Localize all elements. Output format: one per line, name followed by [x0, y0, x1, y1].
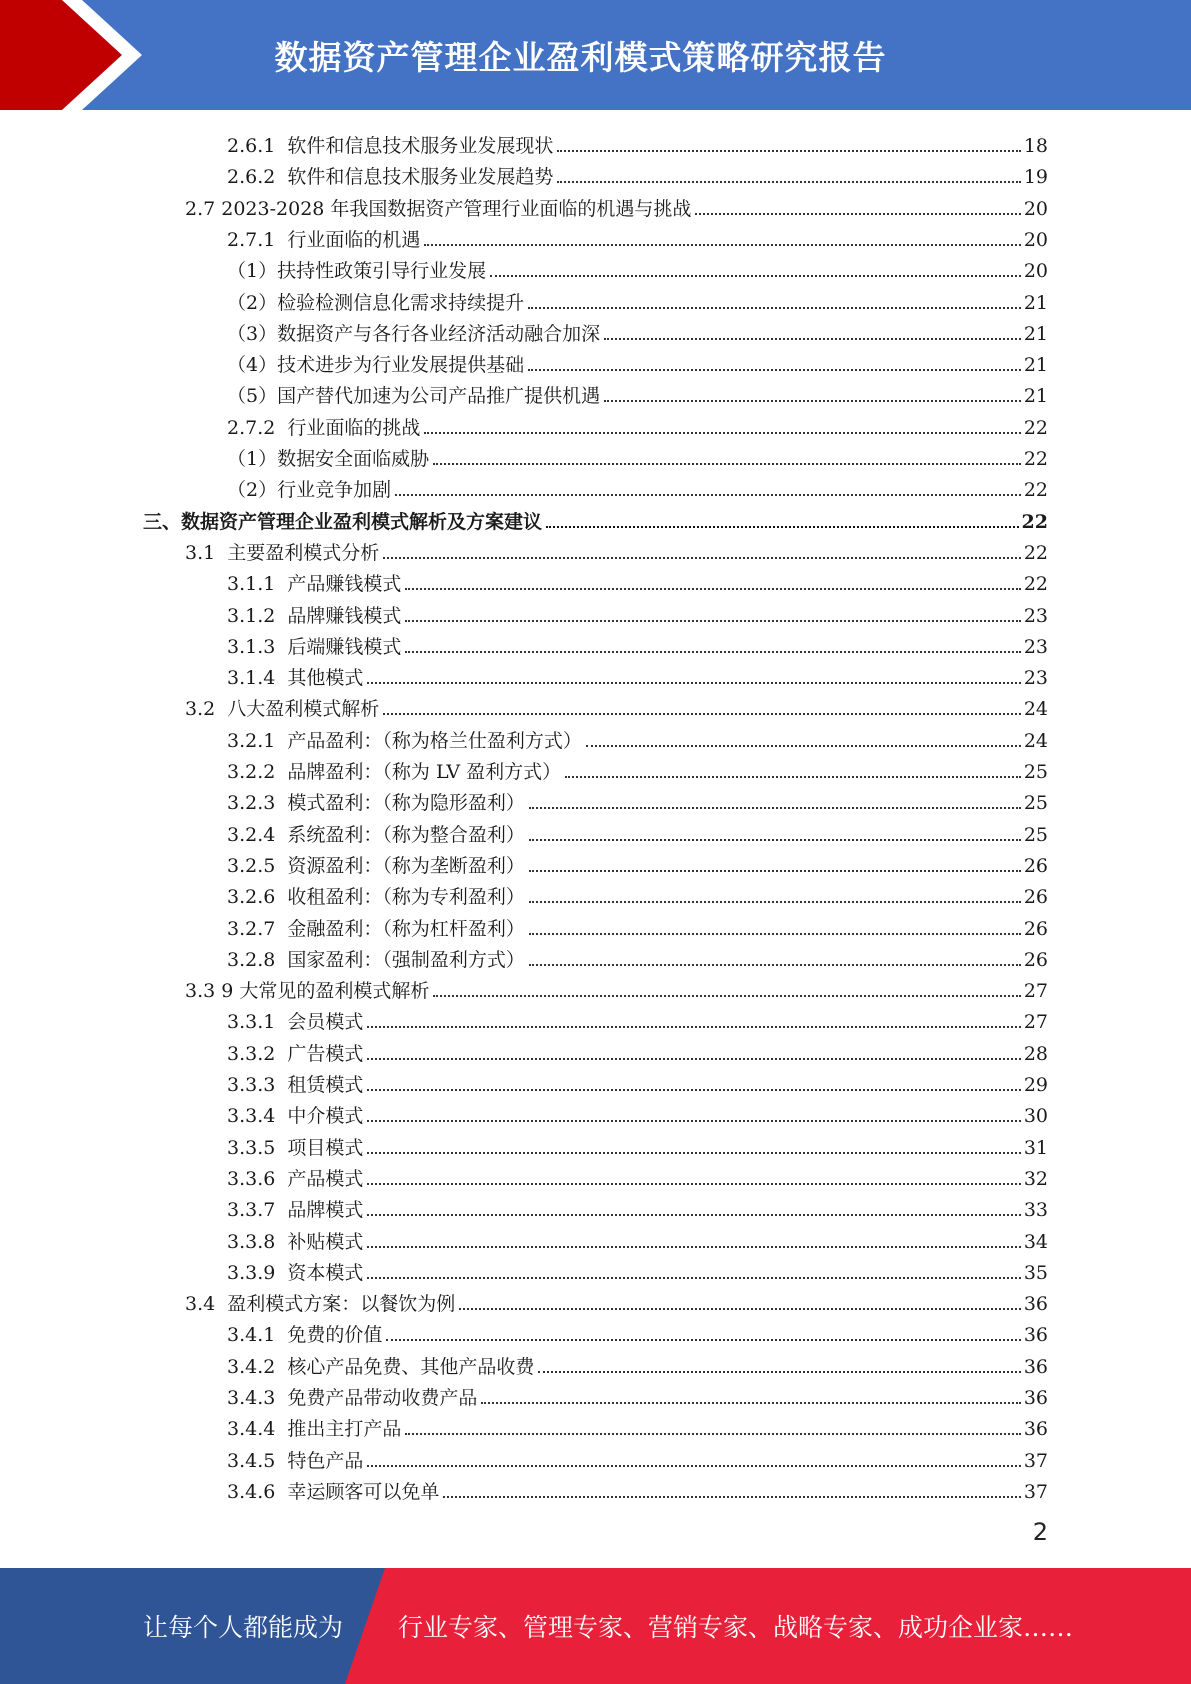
toc-entry-page: 36 — [1023, 1387, 1048, 1409]
toc-entry[interactable] — [227, 722, 1048, 753]
toc-entry-page: 21 — [1023, 322, 1048, 345]
toc-entry[interactable] — [185, 1285, 1048, 1316]
toc-entry[interactable] — [227, 127, 1048, 158]
toc-dot-leader — [529, 932, 1021, 935]
toc-entry[interactable] — [227, 941, 1048, 972]
toc-entry-title: 2.7.1 行业面临的机遇 — [227, 228, 421, 251]
toc-entry-page: 25 — [1023, 823, 1048, 846]
toc-entry-title: （4）技术进步为行业发展提供基础 — [227, 354, 525, 377]
toc-entry-page: 25 — [1023, 792, 1048, 815]
toc-entry-title: （5）国产替代加速为公司产品推广提供机遇 — [227, 385, 601, 408]
toc-dot-leader — [529, 900, 1021, 903]
toc-entry-page: 21 — [1023, 354, 1048, 377]
toc-entry[interactable] — [227, 565, 1048, 596]
toc-entry-title: 3.3.2 广告模式 — [227, 1042, 364, 1065]
toc-entry[interactable] — [227, 1254, 1048, 1285]
toc-entry[interactable] — [227, 377, 1048, 408]
toc-entry-page: 22 — [1023, 448, 1048, 470]
toc-entry-title: 3.3.8 补贴模式 — [227, 1230, 364, 1253]
toc-entry-title: 3.2 八大盈利模式解析 — [185, 698, 380, 721]
toc-dot-leader — [367, 1151, 1020, 1154]
toc-entry-page: 29 — [1023, 1074, 1048, 1096]
toc-entry-title: 3.4 盈利模式方案：以餐饮为例 — [185, 1293, 456, 1316]
header-banner — [0, 0, 1191, 110]
toc-entry-title: （3）数据资产与各行各业经济活动融合加深 — [227, 322, 601, 345]
toc-entry[interactable] — [227, 1160, 1048, 1191]
toc-entry-title: 3.3.9 资本模式 — [227, 1261, 364, 1284]
toc-entry-title: 3.3.4 中介模式 — [227, 1105, 364, 1128]
toc-entry[interactable] — [185, 972, 1048, 1003]
toc-entry-page: 23 — [1023, 667, 1048, 690]
toc-dot-leader — [367, 1119, 1020, 1122]
toc-entry[interactable] — [227, 315, 1048, 346]
toc-entry-page: 20 — [1023, 197, 1048, 220]
toc-dot-leader — [528, 306, 1021, 309]
toc-entry-page: 32 — [1023, 1167, 1048, 1190]
toc-entry-title: 2.7 2023-2028 年我国数据资产管理行业面临的机遇与挑战 — [185, 197, 692, 220]
toc-entry-title: 3.3.3 租赁模式 — [227, 1074, 364, 1096]
toc-entry-page: 36 — [1023, 1418, 1048, 1441]
toc-dot-leader — [367, 1245, 1020, 1248]
toc-entry-title: （2）检验检测信息化需求持续提升 — [227, 291, 525, 314]
toc-entry-page: 36 — [1023, 1293, 1048, 1316]
toc-entry[interactable] — [227, 597, 1048, 628]
toc-dot-leader — [367, 681, 1020, 684]
toc-entry-page: 34 — [1023, 1230, 1048, 1253]
toc-entry-page: 31 — [1023, 1136, 1048, 1159]
toc-dot-leader — [405, 587, 1020, 590]
toc-entry-title: 3.2.8 国家盈利：（强制盈利方式） — [227, 948, 525, 971]
toc-entry[interactable] — [227, 784, 1048, 815]
footer-slogan-left: 让每个人都能成为 — [143, 1613, 344, 1642]
toc-dot-leader — [695, 212, 1020, 215]
toc-dot-leader — [367, 1182, 1020, 1185]
toc-dot-leader — [383, 712, 1021, 715]
toc-entry[interactable] — [185, 190, 1048, 221]
toc-entry-title: 三、数据资产管理企业盈利模式解析及方案建议 — [143, 510, 543, 533]
toc-entry-title: （2）行业竞争加剧 — [227, 479, 392, 502]
toc-dot-leader — [529, 869, 1021, 872]
toc-entry-title: 3.2.4 系统盈利：（称为整合盈利） — [227, 823, 525, 846]
toc-entry-page: 22 — [1023, 573, 1048, 596]
toc-dot-leader — [367, 1057, 1020, 1060]
toc-dot-leader — [386, 1338, 1020, 1341]
toc-dot-leader — [604, 337, 1021, 340]
toc-entry-page: 21 — [1023, 385, 1048, 408]
toc-entry[interactable] — [227, 1316, 1048, 1347]
toc-entry-title: 3.3 9 大常见的盈利模式解析 — [185, 980, 430, 1003]
toc-entry-page: 27 — [1023, 1011, 1048, 1034]
toc-dot-leader — [557, 149, 1020, 152]
toc-entry-page: 37 — [1023, 1449, 1048, 1472]
toc-entry[interactable] — [227, 1223, 1048, 1254]
toc-entry[interactable] — [185, 534, 1048, 565]
toc-dot-leader — [529, 806, 1021, 809]
toc-dot-leader — [395, 493, 1021, 496]
toc-dot-leader — [367, 1025, 1020, 1028]
footer-slogan-right: 行业专家、管理专家、营销专家、战略专家、成功企业家…… — [398, 1613, 1074, 1642]
toc-dot-leader — [424, 431, 1020, 434]
toc-entry[interactable] — [227, 158, 1048, 189]
toc-entry-page: 26 — [1023, 917, 1048, 940]
toc-entry-title: 3.3.7 品牌模式 — [227, 1199, 364, 1222]
toc-entry-page: 18 — [1023, 135, 1048, 157]
toc-dot-leader — [405, 619, 1020, 622]
toc-entry[interactable] — [227, 1191, 1048, 1222]
toc-entry-page: 26 — [1023, 854, 1048, 877]
toc-entry-page: 28 — [1023, 1042, 1048, 1065]
toc-entry-title: 3.2.6 收租盈利：（称为专利盈利） — [227, 886, 525, 909]
toc-entry-page: 36 — [1023, 1324, 1048, 1347]
toc-entry-title: 3.2.3 模式盈利：（称为隐形盈利） — [227, 792, 525, 815]
toc-entry-page: 23 — [1023, 635, 1048, 658]
toc-entry-title: 3.1.1 产品赚钱模式 — [227, 573, 402, 596]
toc-entry-page: 22 — [1023, 479, 1048, 502]
toc-entry[interactable] — [227, 1379, 1048, 1410]
toc-dot-leader — [405, 1432, 1020, 1435]
toc-entry-title: 3.4.6 幸运顾客可以免单 — [227, 1480, 440, 1503]
toc-entry-title: 3.3.5 项目模式 — [227, 1136, 364, 1159]
toc-entry[interactable] — [227, 1097, 1048, 1128]
page-number: 2 — [1032, 1518, 1048, 1546]
toc-entry-page: 33 — [1023, 1199, 1048, 1222]
toc-entry-title: 3.3.6 产品模式 — [227, 1167, 364, 1190]
toc-entry[interactable] — [227, 409, 1048, 440]
toc-entry-page: 19 — [1023, 166, 1048, 189]
toc-entry[interactable] — [227, 221, 1048, 252]
toc-entry-title: 3.2.1 产品盈利：（称为格兰仕盈利方式） — [227, 729, 582, 752]
toc-entry-title: 3.1 主要盈利模式分析 — [185, 541, 380, 564]
toc-dot-leader — [481, 1401, 1020, 1404]
toc-entry[interactable] — [227, 847, 1048, 878]
toc-entry-page: 37 — [1023, 1480, 1048, 1503]
toc-entry-page: 24 — [1023, 729, 1048, 752]
toc-entry-page: 26 — [1023, 948, 1048, 971]
toc-entry-title: 3.2.5 资源盈利：（称为垄断盈利） — [227, 854, 525, 877]
toc-entry-page: 24 — [1023, 698, 1048, 721]
toc-entry-page: 21 — [1023, 291, 1048, 314]
toc-entry-title: 3.4.2 核心产品免费、其他产品收费 — [227, 1355, 535, 1378]
toc-entry[interactable] — [227, 1410, 1048, 1441]
toc-entry-page: 22 — [1023, 541, 1048, 564]
toc-entry-page: 22 — [1021, 510, 1048, 533]
toc-dot-leader — [529, 838, 1021, 841]
header-title-text: 数据资产管理企业盈利模式策略研究报告 — [274, 37, 887, 77]
toc-entry-title: 3.1.2 品牌赚钱模式 — [227, 604, 402, 627]
toc-entry-title: 3.1.3 后端赚钱模式 — [227, 635, 402, 658]
toc-entry-title: 3.4.3 免费产品带动收费产品 — [227, 1387, 478, 1409]
toc-entry-page: 23 — [1023, 604, 1048, 627]
toc-dot-leader — [443, 1495, 1020, 1498]
toc-dot-leader — [424, 243, 1020, 246]
toc-dot-leader — [459, 1307, 1021, 1310]
toc-entry-title: 2.7.2 行业面临的挑战 — [227, 416, 421, 439]
toc-dot-leader — [529, 963, 1021, 966]
toc-dot-leader — [383, 556, 1021, 559]
toc-dot-leader — [538, 1370, 1020, 1373]
toc-dot-leader — [490, 274, 1021, 277]
toc-entry-page: 30 — [1023, 1105, 1048, 1128]
toc-entry[interactable] — [227, 628, 1048, 659]
toc-dot-leader — [405, 650, 1020, 653]
toc-entry-page: 27 — [1023, 980, 1048, 1003]
toc-dot-leader — [565, 775, 1021, 778]
toc-dot-leader — [604, 399, 1021, 402]
toc-entry[interactable] — [227, 753, 1048, 784]
toc-entry[interactable] — [227, 284, 1048, 315]
toc-dot-leader — [557, 180, 1020, 183]
toc-dot-leader — [433, 994, 1020, 997]
toc-entry[interactable] — [227, 471, 1048, 502]
toc-entry[interactable] — [143, 503, 1048, 534]
toc-entry-page: 25 — [1023, 761, 1048, 783]
toc-dot-leader — [528, 368, 1021, 371]
toc-entry-title: 3.4.4 推出主打产品 — [227, 1418, 402, 1441]
toc-entry-title: 2.6.1 软件和信息技术服务业发展现状 — [227, 135, 554, 157]
toc-dot-leader — [367, 1213, 1020, 1216]
toc-entry[interactable] — [227, 1003, 1048, 1034]
toc-entry-page: 35 — [1023, 1261, 1048, 1284]
toc-entry-page: 26 — [1023, 886, 1048, 909]
toc-entry-title: （1）扶持性政策引导行业发展 — [227, 260, 487, 283]
toc-entry[interactable] — [227, 1442, 1048, 1473]
toc-dot-leader — [367, 1276, 1020, 1279]
toc-entry-page: 20 — [1023, 260, 1048, 283]
toc-entry[interactable] — [227, 659, 1048, 690]
toc-entry[interactable] — [227, 910, 1048, 941]
toc-entry[interactable] — [227, 252, 1048, 283]
toc-entry[interactable] — [227, 1035, 1048, 1066]
toc-entry-title: 3.2.7 金融盈利：（称为杠杆盈利） — [227, 917, 525, 940]
toc-entry[interactable] — [227, 346, 1048, 377]
toc-entry-title: 3.2.2 品牌盈利：（称为 LV 盈利方式） — [227, 761, 562, 783]
toc-entry[interactable] — [185, 690, 1048, 721]
header-title — [190, 0, 1171, 110]
toc-dot-leader — [586, 744, 1021, 747]
toc-entry[interactable] — [227, 816, 1048, 847]
toc-entry-title: 3.4.1 免费的价值 — [227, 1324, 383, 1347]
header-corner-chevron — [0, 0, 160, 110]
toc-dot-leader — [546, 525, 1019, 528]
toc-entry[interactable] — [227, 440, 1048, 471]
toc-entry-title: 3.4.5 特色产品 — [227, 1449, 364, 1472]
toc-entry[interactable] — [227, 1129, 1048, 1160]
toc-entry[interactable] — [227, 1348, 1048, 1379]
toc-entry-page: 20 — [1023, 228, 1048, 251]
toc-dot-leader — [433, 462, 1021, 465]
toc-entry-title: 3.1.4 其他模式 — [227, 667, 364, 690]
toc-entry[interactable] — [227, 1066, 1048, 1097]
toc-dot-leader — [367, 1464, 1020, 1467]
toc-entry-page: 36 — [1023, 1355, 1048, 1378]
toc-entry-page: 22 — [1023, 416, 1048, 439]
toc-entry-title: 2.6.2 软件和信息技术服务业发展趋势 — [227, 166, 554, 189]
toc-entry[interactable] — [227, 1473, 1048, 1504]
toc-dot-leader — [367, 1088, 1020, 1091]
footer-banner — [0, 1568, 1191, 1684]
toc-entry-title: 3.3.1 会员模式 — [227, 1011, 364, 1034]
toc-entry-title: （1）数据安全面临威胁 — [227, 448, 430, 470]
toc-entry[interactable] — [227, 878, 1048, 909]
